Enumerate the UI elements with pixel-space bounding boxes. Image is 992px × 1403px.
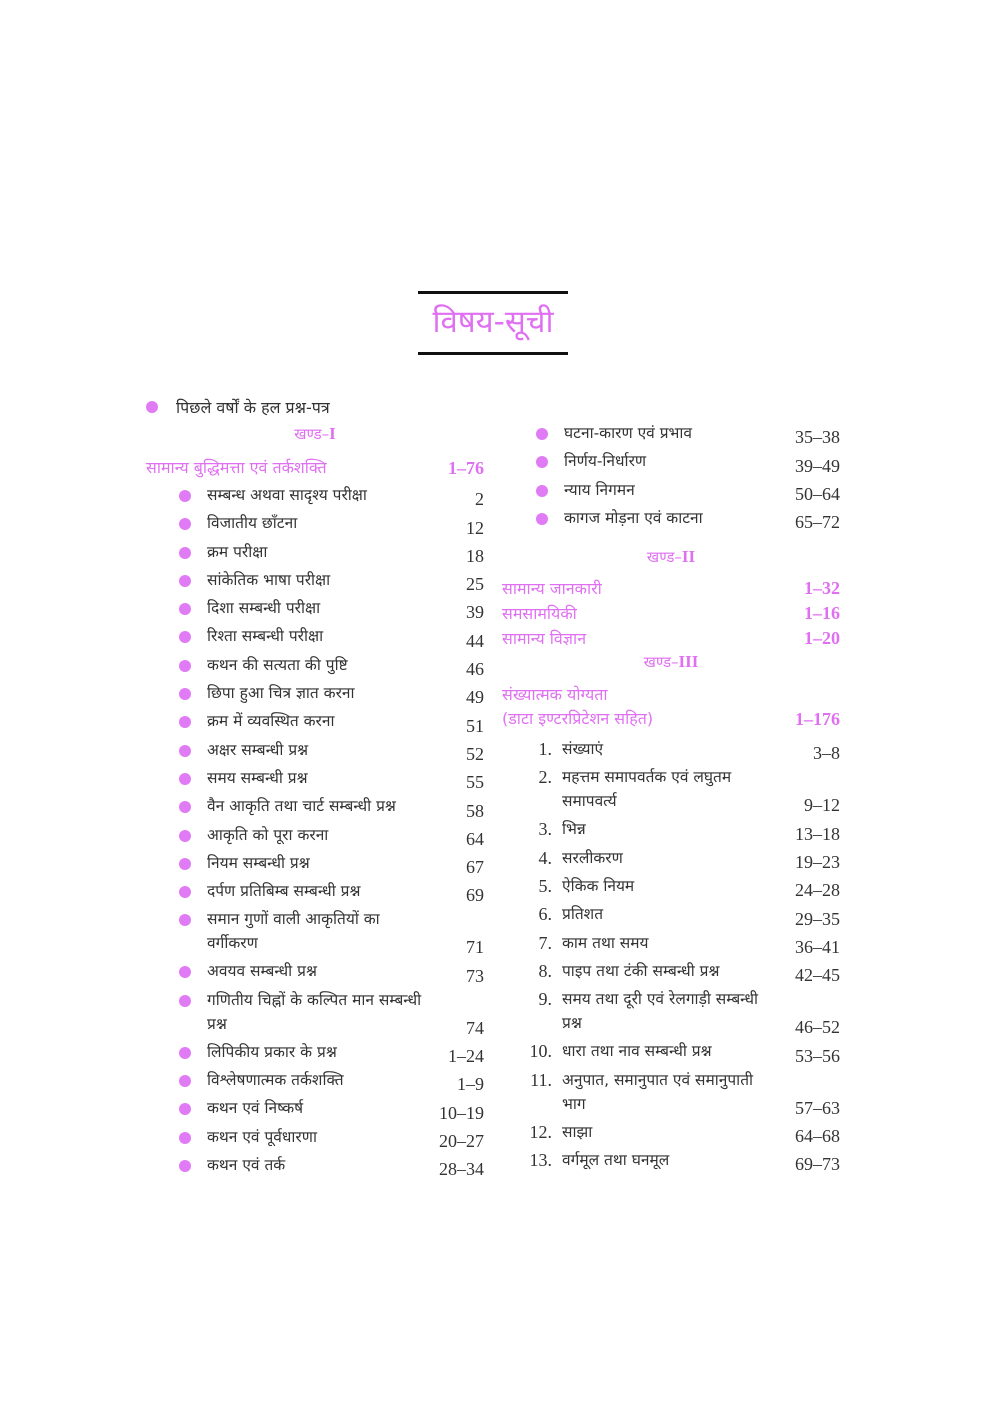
bullet-icon — [179, 886, 191, 898]
bullet-icon — [179, 575, 191, 587]
section-2-list — [502, 576, 840, 651]
toc-entry[interactable] — [146, 1068, 484, 1096]
toc-entry-label: सांकेतिक भाषा परीक्षा — [207, 570, 331, 589]
toc-entry-label: न्याय निगमन — [564, 480, 635, 499]
toc-right-column — [502, 421, 840, 1176]
bullet-icon — [536, 485, 548, 497]
toc-entry-pages: 39–49 — [795, 455, 840, 476]
toc-entry[interactable] — [146, 879, 484, 907]
toc-entry-pages: 29–35 — [795, 908, 840, 929]
toc-entry-number: 9. — [538, 989, 552, 1010]
toc-entry[interactable] — [146, 988, 484, 1040]
toc-entry-label: कागज मोड़ना एवं काटना — [564, 508, 703, 527]
toc-left-column — [146, 423, 484, 1181]
section-heading-1: खण्ड–I — [294, 424, 336, 443]
bullet-icon — [179, 1132, 191, 1144]
toc-entry[interactable] — [146, 959, 484, 987]
bullet-icon — [179, 1047, 191, 1059]
toc-entry-number: 11. — [530, 1069, 552, 1090]
toc-entry[interactable] — [146, 1040, 484, 1068]
toc-entry-pages: 57–63 — [795, 1097, 840, 1118]
toc-entry-label: सम्बन्ध अथवा सादृश्य परीक्षा — [207, 486, 367, 504]
toc-entry-label: गणितीय चिह्नों के कल्पित मान सम्बन्धी प्रश्न — [207, 990, 422, 1033]
toc-entry-pages: 2 — [475, 489, 484, 510]
toc-entry-pages: 25 — [466, 574, 484, 595]
bullet-icon — [179, 801, 191, 813]
toc-numbered-entry[interactable] — [502, 765, 840, 817]
toc-numbered-entry[interactable] — [502, 846, 840, 874]
toc-entry-number: 1. — [538, 739, 552, 760]
toc-entry-label: धारा तथा नाव सम्बन्धी प्रश्न — [562, 1042, 712, 1061]
bullet-icon — [179, 1075, 191, 1087]
bullet-icon — [179, 830, 191, 842]
toc-entry-pages: 20–27 — [439, 1130, 484, 1151]
toc-entry-number: 6. — [538, 904, 552, 925]
bullet-icon — [179, 631, 191, 643]
toc-entry-label: दर्पण प्रतिबिम्ब सम्बन्धी प्रश्न — [207, 882, 361, 901]
toc-entry-label: विजातीय छाँटना — [207, 514, 298, 533]
page-title: विषय-सूची — [432, 304, 554, 340]
toc-entry-pages: 69 — [466, 885, 484, 906]
bullet-icon — [179, 490, 191, 502]
toc-entry-label: लिपिकीय प्रकार के प्रश्न — [207, 1042, 337, 1061]
toc-entry[interactable] — [146, 709, 484, 737]
bullet-icon — [179, 603, 191, 615]
toc-numbered-entry[interactable] — [502, 987, 840, 1039]
toc-entry-label: अक्षर सम्बन्धी प्रश्न — [207, 740, 309, 759]
bullet-icon — [536, 513, 548, 525]
toc-entry-label: काम तथा समय — [562, 933, 649, 952]
toc-entry-pages: 64 — [466, 828, 484, 849]
toc-entry-label: सरलीकरण — [562, 848, 623, 867]
toc-entry-pages: 67 — [466, 857, 484, 878]
toc-entry-label: कथन एवं पूर्वधारणा — [207, 1127, 317, 1146]
toc-entry[interactable] — [502, 478, 840, 506]
toc-entry[interactable] — [502, 506, 840, 534]
toc-entry-pages: 44 — [466, 630, 484, 651]
previous-papers-label: पिछले वर्षों के हल प्रश्न-पत्र — [176, 398, 330, 417]
toc-numbered-entry[interactable] — [502, 1039, 840, 1067]
bullet-icon — [179, 1160, 191, 1172]
toc-left-list — [146, 483, 484, 1181]
toc-entry[interactable] — [146, 511, 484, 539]
toc-entry-number: 8. — [538, 960, 552, 981]
toc-entry[interactable] — [502, 449, 840, 477]
title-block — [418, 291, 568, 355]
toc-entry-number: 4. — [538, 847, 552, 868]
toc-numbered-entry[interactable] — [502, 959, 840, 987]
toc-numbered-entry[interactable] — [502, 1120, 840, 1148]
toc-entry-pages: 36–41 — [795, 936, 840, 957]
toc-entry-label: क्रम परीक्षा — [207, 542, 268, 561]
bullet-icon — [536, 428, 548, 440]
bullet-icon — [179, 995, 191, 1007]
bullet-icon — [179, 914, 191, 926]
toc-main-entry[interactable]: समसामयिकी 1–16 — [502, 603, 840, 624]
toc-entry[interactable] — [146, 624, 484, 652]
toc-entry-pages: 46–52 — [795, 1017, 840, 1038]
toc-entry-pages: 1–9 — [457, 1074, 484, 1095]
toc-entry-pages: 10–19 — [439, 1102, 484, 1123]
bullet-icon — [179, 745, 191, 757]
bullet-icon — [179, 966, 191, 978]
bullet-icon — [536, 456, 548, 468]
bullet-icon — [179, 1103, 191, 1115]
toc-entry-pages: 64–68 — [795, 1125, 840, 1146]
toc-entry-label: अवयव सम्बन्धी प्रश्न — [207, 962, 317, 981]
toc-entry[interactable] — [146, 794, 484, 822]
toc-entry[interactable] — [146, 851, 484, 879]
toc-entry-pages: 42–45 — [795, 965, 840, 986]
toc-entry-label: अनुपात, समानुपात एवं समानुपाती भाग — [562, 1070, 754, 1113]
toc-entry-pages: 53–56 — [795, 1045, 840, 1066]
toc-entry[interactable] — [146, 766, 484, 794]
bullet-icon — [179, 660, 191, 672]
toc-entry[interactable] — [146, 540, 484, 568]
toc-entry-label: भिन्न — [562, 820, 586, 839]
toc-entry-label: प्रतिशत — [562, 905, 604, 924]
toc-entry[interactable] — [502, 421, 840, 449]
toc-main-entry[interactable]: सामान्य विज्ञान 1–20 — [502, 628, 840, 649]
toc-entry-label: निर्णय-निर्धारण — [564, 452, 647, 471]
toc-entry-label: ऐकिक नियम — [562, 877, 635, 896]
toc-entry-pages: 74 — [466, 1017, 484, 1038]
toc-entry-pages: 28–34 — [439, 1159, 484, 1180]
toc-entry-pages: 3–8 — [813, 743, 840, 764]
toc-entry[interactable] — [146, 653, 484, 681]
toc-entry-label: संख्याएं — [562, 740, 604, 759]
toc-entry-label: कथन एवं तर्क — [207, 1155, 286, 1174]
toc-entry[interactable] — [146, 596, 484, 624]
section-heading-2: खण्ड–II — [646, 547, 696, 567]
toc-numbered-entry[interactable] — [502, 737, 840, 765]
toc-entry-pages: 65–72 — [795, 512, 840, 533]
section-heading-3: खण्ड–III — [643, 652, 699, 672]
toc-entry[interactable] — [146, 907, 484, 959]
toc-entry-pages: 50–64 — [795, 483, 840, 504]
toc-entry-pages: 52 — [466, 743, 484, 764]
toc-numbered-entry[interactable] — [502, 1148, 840, 1176]
toc-entry-pages: 13–18 — [795, 823, 840, 844]
toc-main-entry[interactable]: सामान्य बुद्धिमत्ता एवं तर्कशक्ति 1–76 — [146, 458, 484, 478]
toc-entry-pages: 9–12 — [804, 795, 840, 816]
toc-entry[interactable] — [146, 823, 484, 851]
bullet-icon — [179, 547, 191, 559]
toc-entry[interactable] — [146, 681, 484, 709]
toc-entry-label: समय तथा दूरी एवं रेलगाड़ी सम्बन्धी प्रश्न — [562, 990, 759, 1033]
toc-entry-label: महत्तम समापवर्तक एवं लघुतम समापवर्त्य — [562, 768, 732, 811]
toc-numbered-entry[interactable] — [502, 902, 840, 930]
toc-entry-label: क्रम में व्यवस्थित करना — [207, 712, 335, 731]
toc-entry-number: 12. — [529, 1121, 552, 1142]
toc-entry-pages: 69–73 — [795, 1154, 840, 1175]
bullet-icon — [179, 518, 191, 530]
toc-entry-number: 5. — [538, 876, 552, 897]
toc-numbered-entry[interactable] — [502, 874, 840, 902]
bullet-icon — [179, 773, 191, 785]
toc-entry-label: आकृति को पूरा करना — [207, 825, 329, 844]
toc-entry-label: वर्गमूल तथा घनमूल — [562, 1150, 670, 1169]
toc-numbered-entry[interactable] — [502, 817, 840, 845]
toc-entry[interactable] — [146, 483, 484, 511]
toc-entry[interactable] — [146, 1125, 484, 1153]
toc-entry-number: 3. — [538, 819, 552, 840]
toc-entry-number: 13. — [529, 1149, 552, 1170]
toc-entry-label: दिशा सम्बन्धी परीक्षा — [207, 599, 321, 618]
toc-entry-number: 10. — [529, 1041, 552, 1062]
toc-entry-number: 7. — [538, 932, 552, 953]
toc-entry-pages: 71 — [466, 937, 484, 958]
toc-entry-pages: 46 — [466, 659, 484, 680]
toc-entry-pages: 58 — [466, 800, 484, 821]
toc-entry-label: रिश्ता सम्बन्धी परीक्षा — [207, 627, 324, 646]
bullet-icon — [179, 858, 191, 870]
toc-entry-label: साझा — [562, 1122, 593, 1141]
toc-entry-label: कथन की सत्यता की पुष्टि — [207, 655, 348, 674]
toc-entry-label: विश्लेषणात्मक तर्कशक्ति — [207, 1071, 344, 1090]
toc-main-entry-quant[interactable]: संख्यात्मक योग्यता (डाटा इण्टरप्रिटेशन सहित) 1–176 — [502, 685, 840, 730]
toc-entry-label: घटना-कारण एवं प्रभाव — [564, 424, 693, 442]
bullet-icon — [179, 716, 191, 728]
bullet-icon — [179, 688, 191, 700]
toc-entry-pages: 35–38 — [795, 427, 840, 448]
toc-entry[interactable] — [146, 1153, 484, 1181]
bullet-icon — [146, 401, 158, 413]
toc-numbered-list — [502, 737, 840, 1176]
toc-entry[interactable] — [146, 738, 484, 766]
toc-entry-pages: 18 — [466, 545, 484, 566]
toc-entry-pages: 55 — [466, 772, 484, 793]
toc-entry[interactable] — [146, 568, 484, 596]
toc-entry-label: कथन एवं निष्कर्ष — [207, 1099, 304, 1118]
toc-entry-label: छिपा हुआ चित्र ज्ञात करना — [207, 684, 355, 703]
toc-entry-pages: 12 — [466, 517, 484, 538]
toc-main-entry[interactable]: सामान्य जानकारी 1–32 — [502, 578, 840, 599]
toc-entry-label: नियम सम्बन्धी प्रश्न — [207, 853, 310, 872]
toc-entry-pages: 49 — [466, 687, 484, 708]
toc-entry-pages: 24–28 — [795, 880, 840, 901]
toc-entry-label: समान गुणों वाली आकृतियों का वर्गीकरण — [207, 910, 380, 953]
toc-numbered-entry[interactable] — [502, 1068, 840, 1120]
toc-entry-label: पाइप तथा टंकी सम्बन्धी प्रश्न — [562, 961, 720, 980]
toc-right-list — [502, 421, 840, 534]
toc-entry-pages: 39 — [466, 602, 484, 623]
toc-entry-label: वैन आकृति तथा चार्ट सम्बन्धी प्रश्न — [207, 797, 396, 816]
toc-entry-pages: 51 — [466, 715, 484, 736]
toc-numbered-entry[interactable] — [502, 931, 840, 959]
toc-entry-pages: 73 — [466, 965, 484, 986]
previous-papers-item[interactable] — [146, 396, 330, 418]
toc-entry-label: समय सम्बन्धी प्रश्न — [207, 768, 308, 787]
toc-entry-pages: 1–24 — [448, 1046, 484, 1067]
toc-entry-pages: 19–23 — [795, 852, 840, 873]
toc-entry[interactable] — [146, 1096, 484, 1124]
toc-entry-number: 2. — [538, 767, 552, 788]
